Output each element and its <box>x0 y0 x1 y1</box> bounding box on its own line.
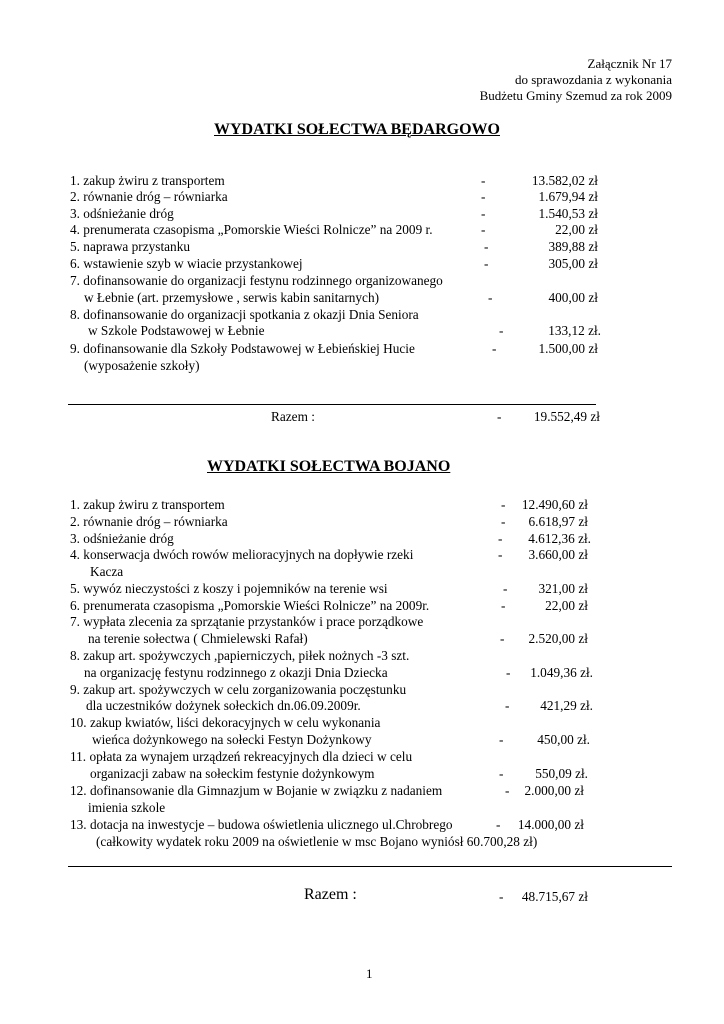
s2-item-10-cont: wieńca dożynkowego na sołecki Festyn Dożynkowy <box>92 732 372 747</box>
s1-item-3-amount: 1.540,53 zł <box>538 206 598 221</box>
s1-total-amount: 19.552,49 zł <box>533 409 600 424</box>
s2-item-11-amount: 550,09 zł. <box>535 766 588 781</box>
s1-item-3: 3. odśnieżanie dróg <box>70 206 174 221</box>
s2-item-4-cont: Kacza <box>90 564 124 579</box>
s1-item-4-amount: 22,00 zł <box>555 222 598 237</box>
s2-item-8-cont: na organizację festynu rodzinnego z okazji Dnia Dziecka <box>84 665 388 680</box>
section2-divider <box>68 866 672 867</box>
s1-item-9-amount: 1.500,00 zł <box>538 341 598 356</box>
s2-item-9-dash: - <box>505 698 510 713</box>
s1-item-7-cont: w Łebnie (art. przemysłowe , serwis kabin sanitarnych) <box>84 290 380 305</box>
s1-item-6-dash: - <box>484 256 489 271</box>
s2-item-13: 13. dotacja na inwestycje – budowa oświetlenia ulicznego ul.Chrobrego <box>70 817 453 832</box>
s1-item-2-amount: 1.679,94 zł <box>538 189 598 204</box>
s1-item-7-amount: 400,00 zł <box>548 290 598 305</box>
s2-item-3: 3. odśnieżanie dróg <box>70 531 174 546</box>
s1-item-6-amount: 305,00 zł <box>548 256 598 271</box>
s1-item-1: 1. zakup żwiru z transportem <box>70 173 225 188</box>
s1-item-2: 2. równanie dróg – równiarka <box>70 189 228 204</box>
s2-item-7-amount: 2.520,00 zł <box>528 631 588 646</box>
s2-item-10: 10. zakup kwiatów, liści dekoracyjnych w celu wykonania <box>70 715 381 730</box>
s1-total-dash: - <box>497 409 502 424</box>
s2-item-1-amount: 12.490,60 zł <box>521 497 588 512</box>
header-line-2: do sprawozdania z wykonania <box>514 72 672 87</box>
s1-item-5-dash: - <box>484 239 489 254</box>
s1-item-8-dash: - <box>499 323 504 338</box>
s2-item-2-dash: - <box>501 514 506 529</box>
s2-item-8: 8. zakup art. spożywczych ,papierniczych, piłek nożnych -3 szt. <box>70 648 410 663</box>
s1-item-8-cont: w Szkole Podstawowej w Łebnie <box>88 323 265 338</box>
s1-item-5-amount: 389,88 zł <box>548 239 598 254</box>
s1-item-9-cont: (wyposażenie szkoły) <box>84 358 200 373</box>
s2-item-3-dash: - <box>498 531 503 546</box>
s2-item-10-dash: - <box>499 732 504 747</box>
s1-item-3-dash: - <box>481 206 486 221</box>
s2-item-13-dash: - <box>496 817 501 832</box>
s1-item-7: 7. dofinansowanie do organizacji festynu rodzinnego organizowanego <box>70 273 443 288</box>
s2-item-6-amount: 22,00 zł <box>545 598 588 613</box>
s2-item-5-amount: 321,00 zł <box>538 581 588 596</box>
s2-item-12-dash: - <box>505 783 510 798</box>
s2-item-6: 6. prenumerata czasopisma „Pomorskie Wieści Rolnicze” na 2009r. <box>70 598 430 613</box>
section2-title: WYDATKI SOŁECTWA BOJANO <box>207 458 451 475</box>
s2-item-11-cont: organizacji zabaw na sołeckim festynie dożynkowym <box>90 766 375 781</box>
s2-item-8-amount: 1.049,36 zł. <box>530 665 593 680</box>
s1-item-2-dash: - <box>481 189 486 204</box>
s1-item-7-dash: - <box>488 290 493 305</box>
section1-divider <box>68 404 596 405</box>
s2-item-10-amount: 450,00 zł. <box>537 732 590 747</box>
s2-total-dash: - <box>499 889 504 904</box>
s1-item-4: 4. prenumerata czasopisma „Pomorskie Wieści Rolnicze” na 2009 r. <box>70 222 433 237</box>
s2-item-6-dash: - <box>501 598 506 613</box>
s2-item-2-amount: 6.618,97 zł <box>528 514 588 529</box>
s1-total-label: Razem : <box>271 409 315 424</box>
section1-title: WYDATKI SOŁECTWA BĘDARGOWO <box>214 121 500 138</box>
s1-item-8: 8. dofinansowanie do organizacji spotkania z okazji Dnia Seniora <box>70 307 419 322</box>
header-line-1: Załącznik Nr 17 <box>587 56 672 71</box>
s2-item-7: 7. wypłata zlecenia za sprzątanie przystanków i prace porządkowe <box>70 614 424 629</box>
s2-item-2: 2. równanie dróg – równiarka <box>70 514 228 529</box>
s2-item-1-dash: - <box>501 497 506 512</box>
s2-item-1: 1. zakup żwiru z transportem <box>70 497 225 512</box>
header-line-3: Budżetu Gminy Szemud za rok 2009 <box>479 88 672 103</box>
s2-item-4-amount: 3.660,00 zł <box>528 547 588 562</box>
s2-item-13-amount: 14.000,00 zł <box>517 817 584 832</box>
s2-item-12-amount: 2.000,00 zł <box>524 783 584 798</box>
s2-item-4: 4. konserwacja dwóch rowów melioracyjnych na dopływie rzeki <box>70 547 414 562</box>
s2-item-4-dash: - <box>498 547 503 562</box>
s2-total-amount: 48.715,67 zł <box>521 889 588 904</box>
s2-item-9-amount: 421,29 zł. <box>540 698 593 713</box>
s1-item-8-amount: 133,12 zł. <box>548 323 601 338</box>
s1-item-6: 6. wstawienie szyb w wiacie przystankowej <box>70 256 303 271</box>
page-number: 1 <box>366 966 373 981</box>
s2-item-7-cont: na terenie sołectwa ( Chmielewski Rafał) <box>88 631 308 646</box>
s1-item-9-dash: - <box>492 341 497 356</box>
s1-item-1-amount: 13.582,02 zł <box>531 173 598 188</box>
s1-item-9: 9. dofinansowanie dla Szkoły Podstawowej w Łebieńskiej Hucie <box>70 341 415 356</box>
s1-item-5: 5. naprawa przystanku <box>70 239 190 254</box>
s2-item-13-cont: (całkowity wydatek roku 2009 na oświetlenie w msc Bojano wyniósł 60.700,28 zł) <box>96 834 538 849</box>
s2-item-7-dash: - <box>500 631 505 646</box>
s2-item-5-dash: - <box>503 581 508 596</box>
s2-item-12-cont: imienia szkole <box>88 800 166 815</box>
s1-item-1-dash: - <box>481 173 486 188</box>
s2-item-5: 5. wywóz nieczystości z koszy i pojemników na terenie wsi <box>70 581 388 596</box>
s2-item-9: 9. zakup art. spożywczych w celu zorganizowania poczęstunku <box>70 682 407 697</box>
s2-item-8-dash: - <box>506 665 511 680</box>
s2-item-9-cont: dla uczestników dożynek sołeckich dn.06.09.2009r. <box>86 698 361 713</box>
s2-item-11: 11. opłata za wynajem urządzeń rekreacyjnych dla dzieci w celu <box>70 749 413 764</box>
s2-total-label: Razem : <box>304 886 357 903</box>
s2-item-12: 12. dofinansowanie dla Gimnazjum w Bojanie w związku z nadaniem <box>70 783 443 798</box>
s1-item-4-dash: - <box>481 222 486 237</box>
s2-item-3-amount: 4.612,36 zł. <box>528 531 591 546</box>
s2-item-11-dash: - <box>499 766 504 781</box>
